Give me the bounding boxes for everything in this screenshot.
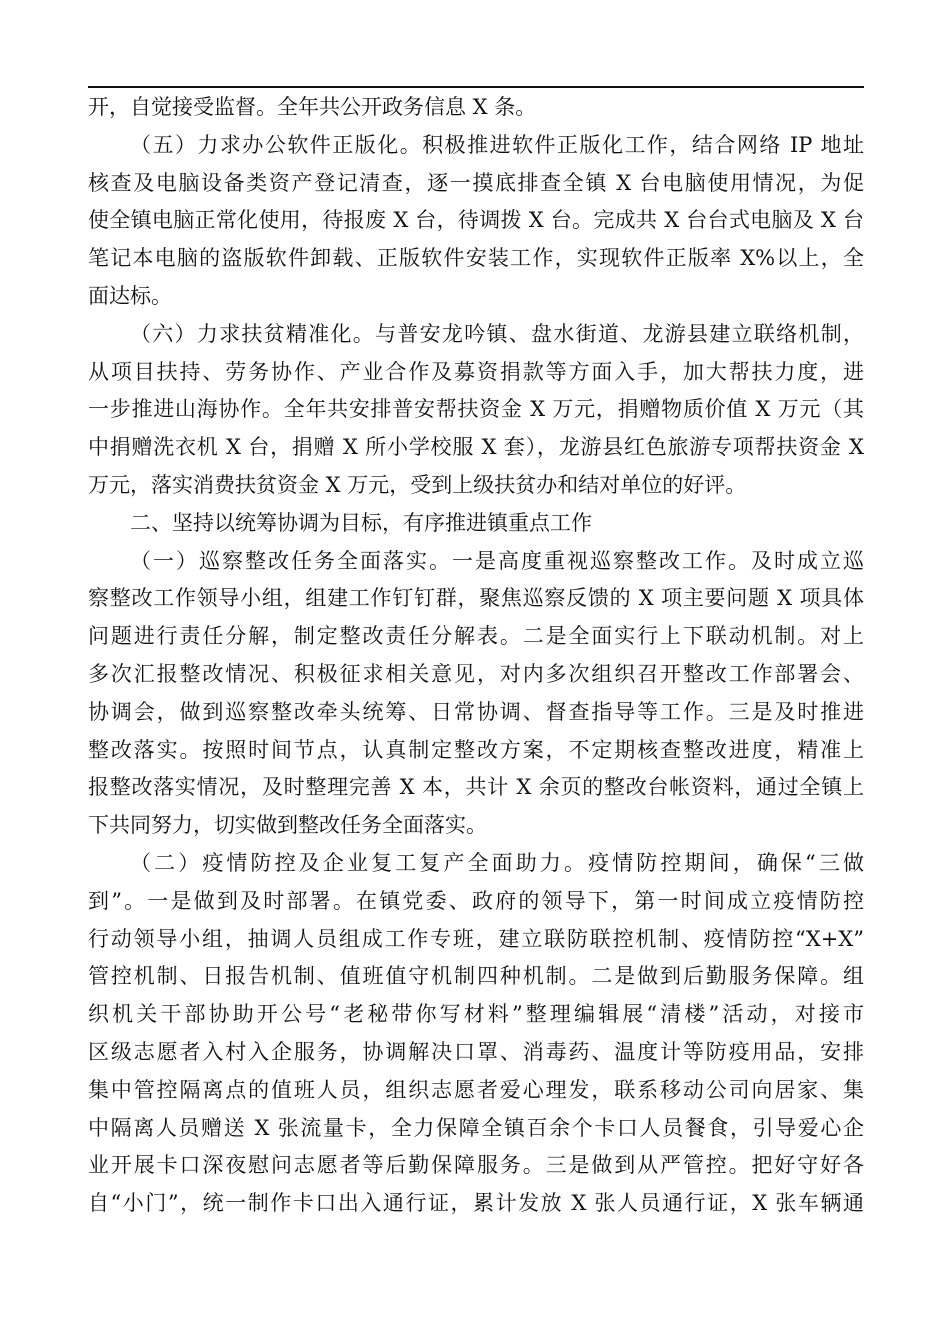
text-line: （五）力求办公软件正版化。积极推进软件正版化工作，结合网络 IP 地址 xyxy=(130,132,864,157)
text-line: 开，自觉接受监督。全年共公开政务信息 X 条。 xyxy=(88,95,537,119)
text-line: 协调会，做到巡察整改牵头统筹、日常协调、督查指导等工作。三是及时推进 xyxy=(88,699,864,724)
text-line: 行动领导小组，抽调人员组成工作专班，建立联防联控机制、疫情防控“X+X” xyxy=(88,926,864,951)
text-line: 织机关干部协助开公号“老秘带你写材料”整理编辑展“清楼”活动，对接市 xyxy=(88,1002,864,1027)
text-line: 面达标。 xyxy=(88,283,172,308)
text-line: 问题进行责任分解，制定整改责任分解表。二是全面实行上下联动机制。对上 xyxy=(88,624,864,649)
text-line: 从项目扶持、劳务协作、产业合作及募资捐款等方面入手，加大帮扶力度，进 xyxy=(88,359,864,384)
header-rule xyxy=(88,86,864,88)
text-line: 中隔离人员赠送 X 张流量卡，全力保障全镇百余个卡口人员餐食，引导爱心企 xyxy=(88,1115,864,1140)
text-line: 多次汇报整改情况、积极征求相关意见，对内多次组织召开整改工作部署会、 xyxy=(88,661,864,686)
text-line: 一步推进山海协作。全年共安排普安帮扶资金 X 万元，捐赠物质价值 X 万元（其 xyxy=(88,397,864,422)
text-line: 区级志愿者入村入企服务，协调解决口罩、消毒药、温度计等防疫用品，安排 xyxy=(88,1039,864,1064)
text-line: 下共同努力，切实做到整改任务全面落实。 xyxy=(88,813,487,838)
text-line: 使全镇电脑正常化使用，待报废 X 台，待调拨 X 台。完成共 X 台台式电脑及 X 台 xyxy=(88,208,864,233)
text-line: （六）力求扶贫精准化。与普安龙吟镇、盘水街道、龙游县建立联络机制， xyxy=(130,321,864,346)
text-line: 管控机制、日报告机制、值班值守机制四种机制。二是做到后勤服务保障。组 xyxy=(88,964,864,989)
text-line: 整改落实。按照时间节点，认真制定整改方案，不定期核查整改进度，精准上 xyxy=(88,737,864,762)
text-line: 核查及电脑设备类资产登记清查，逐一摸底排查全镇 X 台电脑使用情况，为促 xyxy=(88,170,864,195)
text-line: 笔记本电脑的盗版软件卸载、正版软件安装工作，实现软件正版率 X%以上，全 xyxy=(88,246,864,271)
text-line: （二）疫情防控及企业复工复产全面助力。疫情防控期间，确保“三做 xyxy=(130,850,864,875)
text-line: 察整改工作领导小组，组建工作钉钉群，聚焦巡察反馈的 X 项主要问题 X 项具体 xyxy=(88,586,864,611)
text-line: 集中管控隔离点的值班人员，组织志愿者爱心理发，联系移动公司向居家、集 xyxy=(88,1077,864,1102)
text-line: 报整改落实情况，及时整理完善 X 本，共计 X 余页的整改台帐资料，通过全镇上 xyxy=(88,775,864,800)
text-line: 自“小门”，统一制作卡口出入通行证，累计发放 X 张人员通行证，X 张车辆通 xyxy=(88,1191,864,1216)
text-line: 到”。一是做到及时部署。在镇党委、政府的领导下，第一时间成立疫情防控 xyxy=(88,888,864,913)
document-body xyxy=(88,89,864,1223)
text-line: 万元，落实消费扶贫资金 X 万元，受到上级扶贫办和结对单位的好评。 xyxy=(88,472,747,497)
text-line: 二、坚持以统筹协调为目标，有序推进镇重点工作 xyxy=(130,510,592,535)
text-line: （一）巡察整改任务全面落实。一是高度重视巡察整改工作。及时成立巡 xyxy=(130,548,864,573)
text-line: 业开展卡口深夜慰问志愿者等后勤保障服务。三是做到从严管控。把好守好各 xyxy=(88,1153,864,1178)
text-line: 中捐赠洗衣机 X 台，捐赠 X 所小学校服 X 套），龙游县红色旅游专项帮扶资金 X xyxy=(88,435,864,460)
